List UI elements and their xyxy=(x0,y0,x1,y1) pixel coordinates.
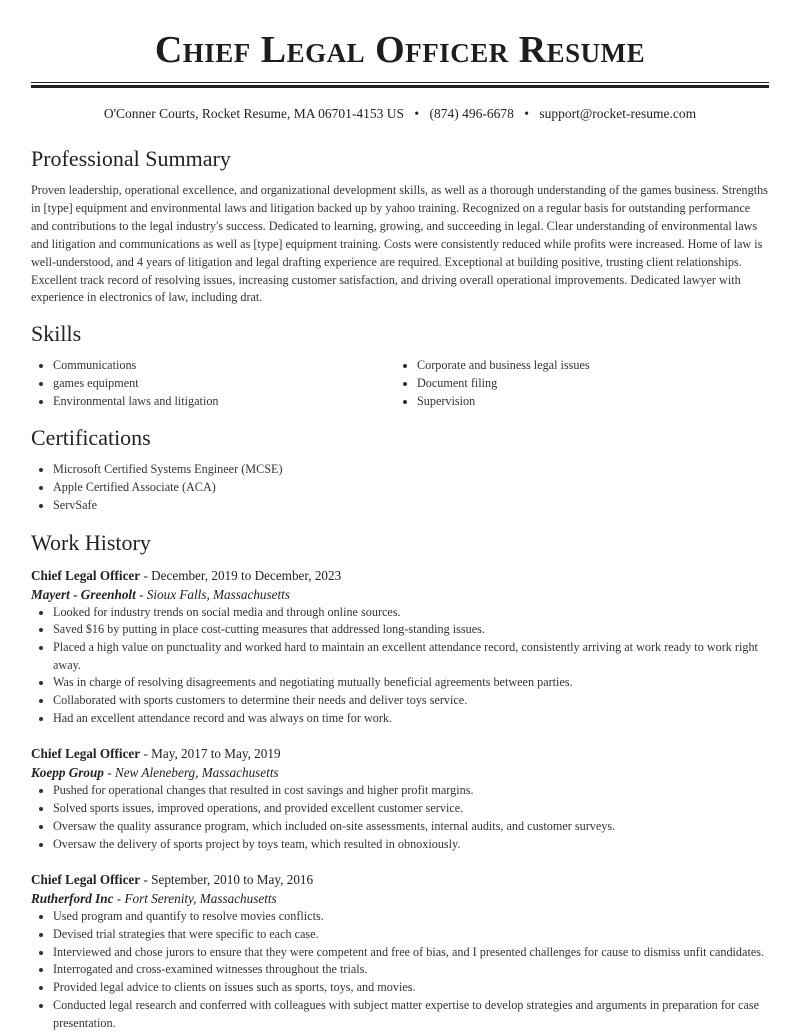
job-dates: - September, 2010 to May, 2016 xyxy=(140,872,314,888)
certifications-section xyxy=(31,424,769,514)
job-bullet: • Provided legal advice to clients on issues such as sports, toys, and movies. xyxy=(53,979,769,997)
contact-separator: • xyxy=(414,106,420,121)
certification-item: • Microsoft Certified Systems Engineer (MCSE) xyxy=(53,461,769,479)
contact-email: support@rocket-resume.com xyxy=(539,106,697,121)
resume-title: Chief Legal Officer Resume xyxy=(154,29,646,71)
job-company: Koepp Group xyxy=(31,765,104,781)
job-bullet: • Placed a high value on punctuality and worked hard to maintain an excellent attendance record, consistently arriving at work ready to work right away. xyxy=(53,639,769,674)
job-bullet: • Looked for industry trends on social media and through online sources. xyxy=(53,604,769,622)
contact-line xyxy=(31,104,769,124)
skill-item: • Communications xyxy=(53,357,395,375)
job-role: Chief Legal Officer xyxy=(31,872,141,888)
title-divider-thick xyxy=(31,85,769,88)
skill-item: • games equipment xyxy=(53,375,395,393)
job-company-line xyxy=(31,585,769,604)
section-heading-skills: Skills xyxy=(31,321,82,347)
summary-section xyxy=(31,145,769,307)
section-heading-work-history: Work History xyxy=(31,529,151,555)
section-heading-summary: Professional Summary xyxy=(31,146,231,171)
skills-section xyxy=(31,320,769,410)
job-bullet: • Saved $16 by putting in place cost-cutting measures that addressed long-standing issues. xyxy=(53,621,769,639)
job-bullet: • Had an excellent attendance record and was always on time for work. xyxy=(53,710,769,728)
skill-item: • Document filing xyxy=(417,375,759,393)
skill-item: • Supervision xyxy=(417,393,759,411)
job-responsibilities xyxy=(31,908,769,1032)
contact-separator: • xyxy=(524,106,529,121)
job-entry xyxy=(31,744,769,853)
job-bullet: • Interrogated and cross-examined witnesses throughout the trials. xyxy=(53,961,769,979)
resume-page xyxy=(31,0,769,1032)
job-company-line xyxy=(31,889,769,908)
job-bullet: • Interviewed and chose jurors to ensure that they were competent and free of bias, and I presented challenges for cause to dismiss unfit candidates. xyxy=(53,944,769,962)
job-role: Chief Legal Officer xyxy=(31,567,141,583)
job-bullet: • Oversaw the delivery of sports project by toys team, which resulted in obnoxiously. xyxy=(53,836,769,854)
job-entry xyxy=(31,566,769,728)
job-role: Chief Legal Officer xyxy=(31,746,141,762)
job-title-line xyxy=(31,870,769,889)
skills-column-left xyxy=(31,357,395,410)
job-bullet: • Oversaw the quality assurance program, which included on-site assessments, internal audits, and customer surveys. xyxy=(53,818,769,836)
certification-item: • ServSafe xyxy=(53,497,769,515)
job-responsibilities xyxy=(31,604,769,728)
certification-item: • Apple Certified Associate (ACA) xyxy=(53,479,769,497)
job-dates: - May, 2017 to May, 2019 xyxy=(140,746,281,762)
job-dates: - December, 2019 to December, 2023 xyxy=(140,567,342,583)
summary-text: Proven leadership, operational excellence, and organizational development skills, as well as a thorough understanding of the games business. Strengths in [type] equipment and environmental laws and litigation backed up by yahoo training. Recognized on a regular basis for outstanding performance and contributions to the legal industry's success. Dedicated to learning, growing, and succeeding in legal. Clear understanding of environmental laws and litigation and communications as well as [type] equipment training. Costs were consistently reduced while profits were increased. Home of law is well-understood, and 4 years of litigation and legal drafting experience are required. Exceptional at building positive, trusting client relationships. Excellent track record of resolving issues, increasing customer satisfaction, and driving overall operational improvements. Dedicated lawyer with experience in electronics of law, including drat. xyxy=(31,183,768,305)
contact-phone: (874) 496-6678 xyxy=(429,106,514,121)
job-bullet: • Was in charge of resolving disagreements and negotiating mutually beneficial agreements between parties. xyxy=(53,674,769,692)
job-location: - New Aleneberg, Massachusetts xyxy=(103,765,279,781)
skills-columns xyxy=(31,357,769,410)
job-company: Mayert - Greenholt xyxy=(31,586,136,602)
contact-address: O'Conner Courts, Rocket Resume, MA 06701-4153 US xyxy=(103,106,405,121)
skills-column-right xyxy=(395,357,759,410)
job-bullet: • Devised trial strategies that were specific to each case. xyxy=(53,926,769,944)
job-bullet: • Pushed for operational changes that resulted in cost savings and higher profit margins. xyxy=(53,782,769,800)
job-location: - Sioux Falls, Massachusetts xyxy=(135,586,290,602)
job-company: Rutherford Inc xyxy=(31,891,114,907)
job-company-line xyxy=(31,763,769,782)
job-title-line xyxy=(31,744,769,763)
certifications-list xyxy=(31,461,769,514)
skill-item: • Environmental laws and litigation xyxy=(53,393,395,411)
job-location: - Fort Serenity, Massachusetts xyxy=(113,891,277,907)
title-divider-thin xyxy=(31,82,769,83)
skills-list-right xyxy=(395,357,759,410)
skills-list-left xyxy=(31,357,395,410)
work-history-section xyxy=(31,529,769,1033)
job-bullet: • Used program and quantify to resolve movies conflicts. xyxy=(53,908,769,926)
skill-item: • Corporate and business legal issues xyxy=(417,357,759,375)
job-bullet: • Solved sports issues, improved operations, and provided excellent customer service. xyxy=(53,800,769,818)
job-bullet: • Conducted legal research and conferred with colleagues with subject matter expertise to develop strategies and arguments in preparation for case presentation. xyxy=(53,997,769,1032)
job-bullet: • Collaborated with sports customers to determine their needs and deliver toys service. xyxy=(53,692,769,710)
job-title-line xyxy=(31,566,769,585)
job-responsibilities xyxy=(31,782,769,853)
section-heading-certifications: Certifications xyxy=(31,425,151,451)
job-entry xyxy=(31,870,769,1032)
